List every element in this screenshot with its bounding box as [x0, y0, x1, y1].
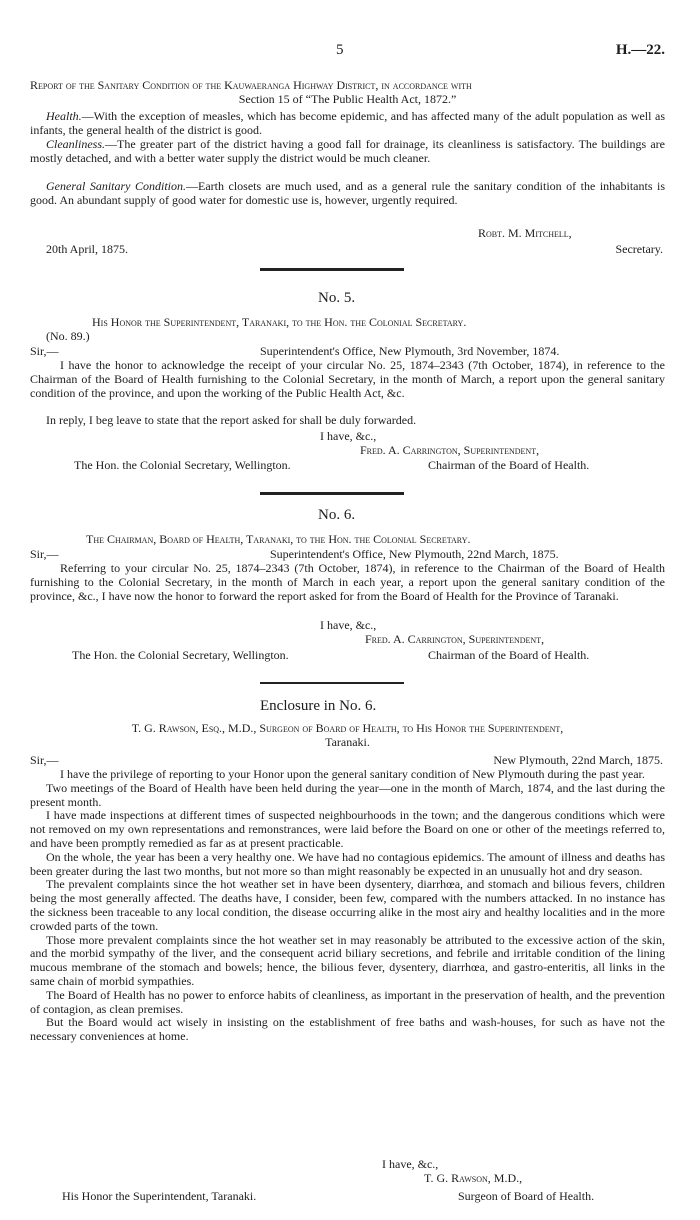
enclosure-paragraph: But the Board would act wisely in insisting on the establishment of free baths and wash-houses, for such as have not the necessary conveniences at home. [30, 1015, 665, 1044]
report-title-line1: Report of the Sanitary Condition of the Kauwaeranga Highway District, in accordance with [30, 78, 472, 92]
health-paragraph [30, 110, 665, 138]
enclosure-salutation: Sir,— [30, 753, 59, 767]
report-signer: Robt. M. Mitchell, [478, 226, 572, 240]
enclosure-subtitle-line1: T. G. Rawson, Esq., M.D., Surgeon of Board of Health, to His Honor the Superintendent, [131, 721, 564, 735]
no6-signature: Fred. A. Carrington, Superintendent, [365, 632, 545, 646]
report-title-line2: Section 15 of “The Public Health Act, 1872.” [238, 91, 457, 106]
document-page [30, 0, 665, 1220]
enclosure-heading: Enclosure in No. 6. [260, 698, 377, 714]
no5-subtitle-ref: (No. 89.) [46, 329, 90, 343]
enclosure-address: New Plymouth, 22nd March, 1875. [493, 753, 663, 767]
no6-signature-title: Chairman of the Board of Health. [428, 648, 590, 662]
no5-paragraph2: In reply, I beg leave to state that the report asked for shall be duly forwarded. [46, 413, 417, 427]
enclosure-paragraph: On the whole, the year has been a very healthy one. We have had no contagious epidemics. The amount of illness and deaths has been greater during the last two months, but not more so than might reasonably be expected in an unusually hot and dry season. [30, 849, 665, 878]
report-date: 20th April, 1875. [46, 242, 129, 256]
enclosure-subtitle-line2: Taranaki. [325, 734, 370, 749]
no5-subtitle-text: His Honor the Superintendent, Taranaki, to the Hon. the Colonial Secretary. [92, 315, 467, 329]
general-label: General Sanitary Condition. [46, 179, 187, 193]
no5-closing: I have, &c., [320, 429, 377, 443]
general-sanitary-paragraph [30, 180, 665, 208]
report-title [30, 79, 665, 107]
no5-heading: No. 5. [318, 290, 356, 306]
section-divider [260, 268, 404, 271]
enclosure-paragraph: Two meetings of the Board of Health have been held during the year—one in the month of March, 1874, and the last during the present month. [30, 780, 665, 809]
enclosure-paragraph: The Board of Health has no power to enforce habits of cleanliness, as important in the preservation of health, and the prevention of contagion, as clean premises. [30, 987, 665, 1016]
enclosure-paragraph: The prevalent complaints since the hot weather set in have been dysentery, diarrhœa, and stomach and bilious fevers, children being the most generally affected. The deaths have, I consider, been few, compared with the numbers attacked. In no instance has the sickness been traceable to any local condition, the disease occurring alike in the most airy and healthy localities and in the more crowded parts of the town. [30, 877, 665, 933]
no6-heading: No. 6. [318, 507, 356, 523]
enclosure-signature: T. G. Rawson, M.D., [424, 1171, 523, 1185]
report-signer-title: Secretary. [615, 242, 663, 256]
no5-signature-title: Chairman of the Board of Health. [428, 458, 590, 472]
enclosure-closing: I have, &c., [382, 1157, 439, 1171]
no6-salutation: Sir,— [30, 547, 59, 561]
no5-signature: Fred. A. Carrington, Superintendent, [360, 443, 540, 457]
enclosure-recipient: His Honor the Superintendent, Taranaki. [62, 1189, 257, 1203]
health-label: Health. [46, 109, 82, 123]
no5-address: Superintendent's Office, New Plymouth, 3rd November, 1874. [260, 344, 560, 358]
enclosure-paragraph: I have the privilege of reporting to your Honor upon the general sanitary condition of New Plymouth during the past year. [60, 767, 645, 781]
no6-subtitle: The Chairman, Board of Health, Taranaki, to the Hon. the Colonial Secretary. [86, 532, 471, 546]
no5-salutation: Sir,— [30, 344, 59, 358]
enclosure-body [30, 768, 665, 1044]
section-divider [260, 492, 404, 495]
no6-paragraph1: Referring to your circular No. 25, 1874–2343 (7th October, 1874), in reference to the Chairman of the Board of Health furnishing to the Colonial Secretary, in the month of March in each year, a report upon the general sanitary condition of the province, &c., I have now the honor to forward the report asked for from the Board of Health for the Province of Taranaki. [30, 561, 665, 603]
page-number: 5 [336, 42, 344, 58]
no5-subtitle [92, 316, 466, 330]
no5-paragraph1: I have the honor to acknowledge the receipt of your circular No. 25, 1874–2343 (7th October, 1874), in reference to the Chairman of the Board of Health furnishing to the Colonial Secretary, in the month of March, a report upon the general sanitary condition of the province, and upon the working of the Public Health Act, &c. [30, 358, 665, 400]
cleanliness-paragraph [30, 138, 665, 166]
cleanliness-label: Cleanliness. [46, 137, 105, 151]
no5-recipient: The Hon. the Colonial Secretary, Wellington. [74, 458, 291, 472]
enclosure-signature-title: Surgeon of Board of Health. [458, 1189, 595, 1203]
no6-closing: I have, &c., [320, 618, 377, 632]
no6-address: Superintendent's Office, New Plymouth, 22nd March, 1875. [270, 547, 559, 561]
section-divider [260, 682, 404, 684]
document-reference: H.—22. [615, 42, 665, 58]
no6-recipient: The Hon. the Colonial Secretary, Wellington. [72, 648, 289, 662]
general-text: —Earth closets are much used, and as a general rule the sanitary condition of the inhabitants is good. An abundant supply of good water for domestic use is, however, urgently required. [30, 179, 665, 207]
enclosure-subtitle [30, 722, 665, 750]
cleanliness-text: —The greater part of the district having a good fall for drainage, its cleanliness is satisfactory. The buildings are mostly detached, and with a better water supply the district would be much cleaner. [30, 137, 665, 165]
health-text: —With the exception of measles, which has become epidemic, and has affected many of the adult population as well as infants, the general health of the district is good. [30, 109, 665, 137]
enclosure-paragraph: Those more prevalent complaints since the hot weather set in may reasonably be attributed to the excessive action of the skin, and the morbid sympathy of the liver, and the consequent acrid biliary secretions, and febrile and irritable condition of the lining mucous membrane of the stomach and bowels; hence, the bilious fever, dysentery, diarrhœa, and gastro-enteritis, all links in the same chain of morbid sympathies. [30, 932, 665, 988]
enclosure-paragraph: I have made inspections at different times of suspected neighbourhoods in the town; and the dangerous conditions which were not removed on my own representations and remonstrances, were laid before the Board on one or other of the meetings referred to, and have been promptly remedied as far as at present practicable. [30, 808, 665, 850]
